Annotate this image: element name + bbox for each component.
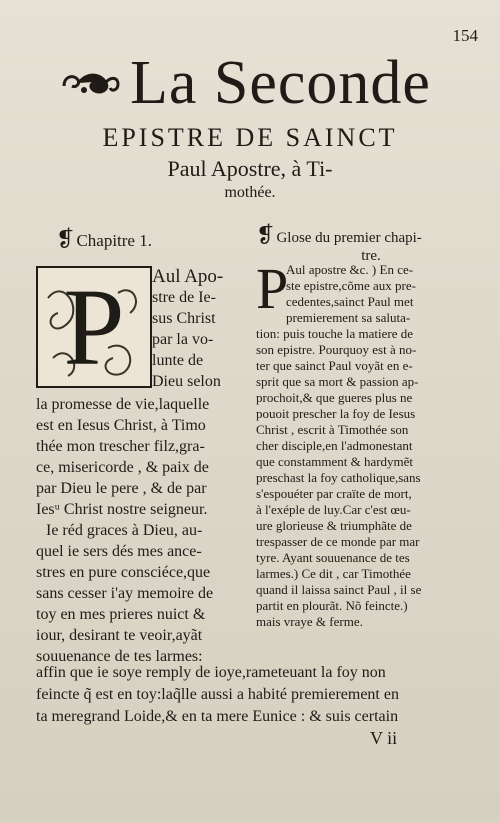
text-line: stres en pure consciéce,que: [36, 564, 211, 581]
text-line: affin que ie soye remply de ioye,rameteuant la foy non: [36, 664, 386, 681]
chapter-heading: [56, 226, 241, 252]
text-line: Ie réd graces à Dieu, au-: [46, 522, 203, 539]
text-line: cher disciple,en l'admonestant: [256, 438, 413, 453]
text-line: sans cesser i'ay memoire de: [36, 585, 214, 602]
text-line: quand il laissa sainct Paul , il se: [256, 582, 422, 597]
text-line: cedentes,sainct Paul met: [286, 294, 414, 309]
text-line: ure glorieuse & triumphãte de: [256, 518, 412, 533]
text-line: lunte de: [152, 352, 204, 369]
text-line: Iesᵘ Christ nostre seigneur.: [36, 501, 208, 518]
dropcap-letter: P: [63, 268, 125, 386]
subtitle-line-2: Paul Apostre, à Ti-: [167, 156, 333, 181]
text-line: partit en plourãt. Nõ feincte.): [256, 598, 408, 613]
right-column-glose: [256, 222, 456, 629]
fleuron-ornament: [60, 66, 122, 100]
signature-mark: V ii: [370, 728, 398, 748]
text-line: par Dieu le pere , & de par: [36, 480, 207, 497]
text-line: premierement sa saluta-: [286, 310, 411, 325]
glose-initial: P: [256, 256, 289, 321]
text-line: ce, misericorde , & paix de: [36, 459, 209, 476]
text-line: ta meregrand Loide,& en ta mere Eunice : & suis certain: [36, 708, 399, 725]
text-line: à l'exéple de luy.Car c'est œu-: [256, 502, 411, 517]
page-title: La Seconde: [130, 49, 431, 117]
text-line: mais vraye & ferme.: [256, 614, 363, 629]
glose-heading-line-1: Glose du premier chapi-: [276, 230, 422, 246]
pilcrow-icon: ❡: [256, 222, 275, 247]
text-line: Christ , escrit à Timothée son: [256, 422, 409, 437]
text-line: thée mon trescher filz,gra-: [36, 438, 205, 455]
decorated-initial: [36, 266, 152, 388]
text-line: prochoit,& que gueres plus ne: [256, 390, 413, 405]
text-line: tyre. Ayant souuenance de tes: [256, 550, 410, 565]
left-column-body: [36, 394, 246, 667]
text-line: Aul apostre &c. ) En ce-: [286, 262, 414, 277]
text-line: sprit que sa mort & passion ap-: [256, 374, 419, 389]
title-row: [60, 48, 480, 118]
text-line: quel ie sers dés mes ance-: [36, 543, 202, 560]
text-line: tion: puis touche la matiere de: [256, 326, 414, 341]
left-column: [36, 226, 241, 665]
chapter-heading-text: Chapitre 1.: [76, 231, 152, 250]
text-line: s'espouéter par craïte de mort,: [256, 486, 412, 501]
text-line: stre de Ie-: [152, 289, 216, 306]
text-line: que constamment & hardymẽt: [256, 454, 414, 469]
text-line: Aul Apo-: [152, 266, 224, 287]
text-line: larmes.) Ce dit , car Timothée: [256, 566, 411, 581]
text-line: ste epistre,cõme aux pre-: [286, 278, 416, 293]
text-line: la promesse de vie,laquelle: [36, 396, 210, 413]
text-line: souuenance de tes larmes:: [36, 648, 203, 665]
text-line: toy en mes prieres nuict &: [36, 606, 206, 623]
text-line: iour, desirant te veoir,ayãt: [36, 627, 203, 644]
text-line: feincte q̃ est en toy:laq̃lle aussi a habité premierement en: [36, 686, 399, 703]
page-number: 154: [452, 26, 478, 45]
text-line: par la vo-: [152, 331, 214, 348]
text-line: Dieu selon: [152, 373, 221, 390]
text-line: trespasser de ce monde par mar: [256, 534, 420, 549]
full-width-body: [36, 662, 466, 728]
pilcrow-icon: ❡: [56, 226, 75, 251]
lines-beside-initial: [152, 266, 244, 392]
text-line: sus Christ: [152, 310, 216, 327]
text-line: pouoit prescher la foy de Iesus: [256, 406, 416, 421]
decorated-initial-art: [38, 268, 150, 386]
subtitle-line-1: EPISTRE DE SAINCT: [102, 123, 398, 152]
text-line: ter que sainct Paul voyãt en e-: [256, 358, 413, 373]
subtitle-line-3: mothée.: [224, 184, 276, 201]
text-line: son epistre. Pourquoy est à no-: [256, 342, 417, 357]
glose-body: [256, 256, 456, 630]
text-line: preschast la foy catholique,sans: [256, 470, 421, 485]
text-line: est en Iesus Christ, à Timo: [36, 417, 206, 434]
glose-heading-line-2: tre.: [361, 248, 381, 264]
